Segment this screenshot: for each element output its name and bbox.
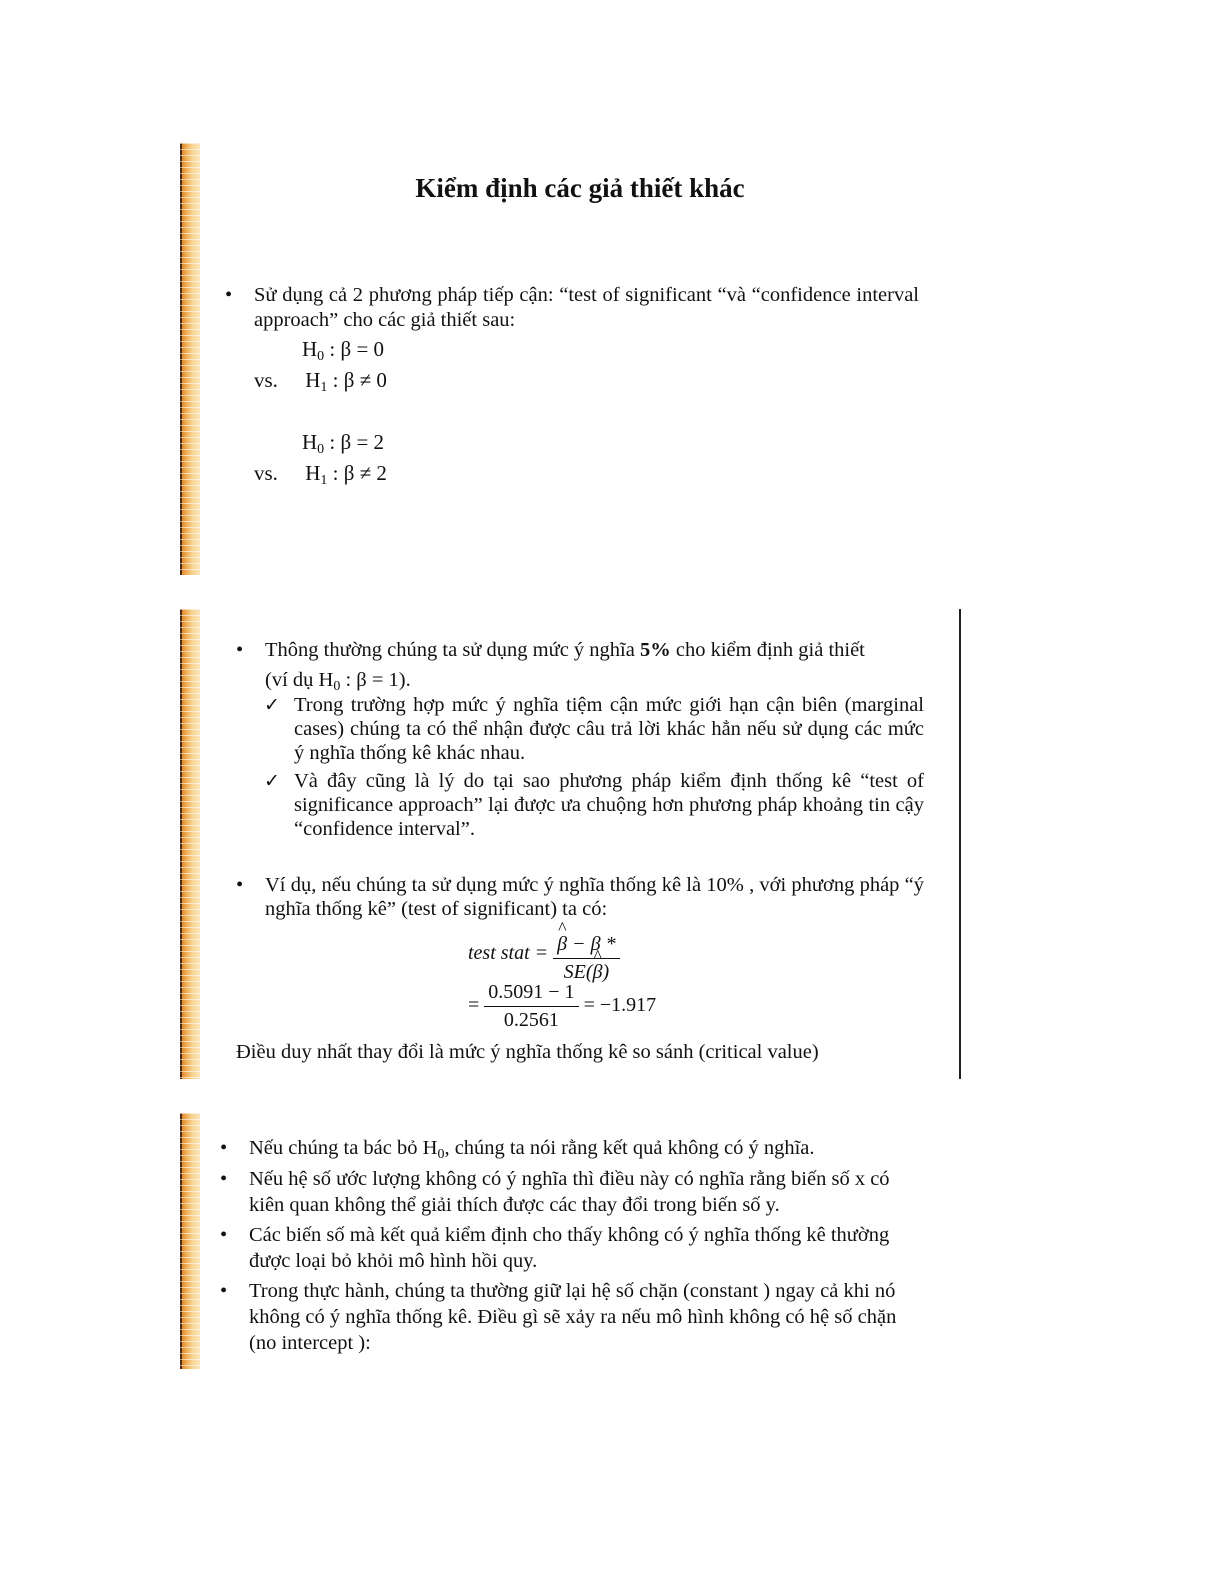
slide-title: Kiểm định các giả thiết khác [415, 173, 745, 203]
conclusion-text: Điều duy nhất thay đổi là mức ý nghĩa thống kê so sánh (critical value) [236, 1041, 819, 1063]
hypothesis-h1: vs. $H_1$ : β ≠ 0 [254, 368, 387, 395]
bullet-item [225, 283, 919, 333]
significance-level: 5% [639, 639, 671, 661]
vs-label: vs. [254, 461, 278, 485]
bullet-dot: • [220, 1280, 228, 1302]
hypothesis-h1: vs. $H_1$ : β ≠ 2 [254, 461, 387, 488]
slide-stripe [180, 1113, 200, 1369]
bullet-text: Sử dụng cả 2 phương pháp tiếp cận: “test of significant “và “confidence interval approach” cho các giả thiết sau: [254, 284, 919, 331]
bullet-item: • Nếu chúng ta bác bỏ $H_0$, chúng ta nói rằng kết quả không có ý nghĩa. [220, 1137, 815, 1162]
bullet-dot: • [220, 1168, 228, 1190]
check-icon: ✓ [264, 770, 280, 792]
check-item: ✓ Trong trường hợp mức ý nghĩa tiệm cận mức giới hạn cận biên (marginal cases) chúng ta có thể nhận được câu trả lời khác hẳn nếu sử dụng các mức ý nghĩa thống kê khác nhau. [264, 694, 924, 764]
vs-label: vs. [254, 368, 278, 392]
bullet-item: • Ví dụ, nếu chúng ta sử dụng mức ý nghĩa thống kê là 10% , với phương pháp “ý nghĩa thống kê” (test of significant) ta có: [236, 874, 924, 920]
bullet-item: • Các biến số mà kết quả kiểm định cho thấy không có ý nghĩa thống kê thường được loại bỏ khỏi mô hình hồi quy. [220, 1224, 890, 1272]
test-stat-formula: test stat = ^ $\frac{\beta - \beta *}{SE(\^{} \beta)}$ [468, 925, 620, 984]
slide-border [959, 609, 961, 1079]
bullet-dot: • [225, 284, 233, 306]
bullet-item: • Trong thực hành, chúng ta thường giữ lại hệ số chặn (constant ) ngay cả khi nó không có ý nghĩa thống kê. Điều gì sẽ xảy ra nếu mô hình không có hệ số chặn (no intercept ): [220, 1280, 897, 1354]
slide-3 [180, 1113, 940, 1369]
hypothesis-h0: $H_0$ : β = 2 [302, 430, 385, 457]
bullet-dot: • [220, 1137, 228, 1159]
bullet-dot: • [236, 639, 244, 661]
slide-stripe [180, 143, 200, 575]
bullet-item: • Nếu hệ số ước lượng không có ý nghĩa thì điều này có nghĩa rằng biến số x có kiên quan không thể giải thích được các thay đổi trong biến số y. [220, 1168, 890, 1216]
slide-2 [180, 609, 961, 1079]
bullet-item: • Thông thường chúng ta sử dụng mức ý nghĩa 5% cho kiểm định giả thiết (ví dụ $H_0$ : β = 1). [265, 635, 935, 702]
bullet-dot: • [236, 874, 244, 896]
check-item: ✓ Và đây cũng là lý do tại sao phương pháp kiểm định thống kê “test of significance approach” lại được ưa chuộng hơn phương pháp khoảng tin cậy “confidence interval”. [264, 770, 924, 840]
slide-stripe [180, 609, 200, 1079]
test-stat-value: = $\frac{0.5091 - 1}{0.2561}$ = −1.917 [468, 981, 657, 1031]
hypothesis-h0: $H_0$ : β = 0 [302, 337, 385, 364]
check-icon: ✓ [264, 694, 280, 716]
bullet-dot: • [220, 1224, 228, 1246]
slide-1 [180, 143, 940, 575]
